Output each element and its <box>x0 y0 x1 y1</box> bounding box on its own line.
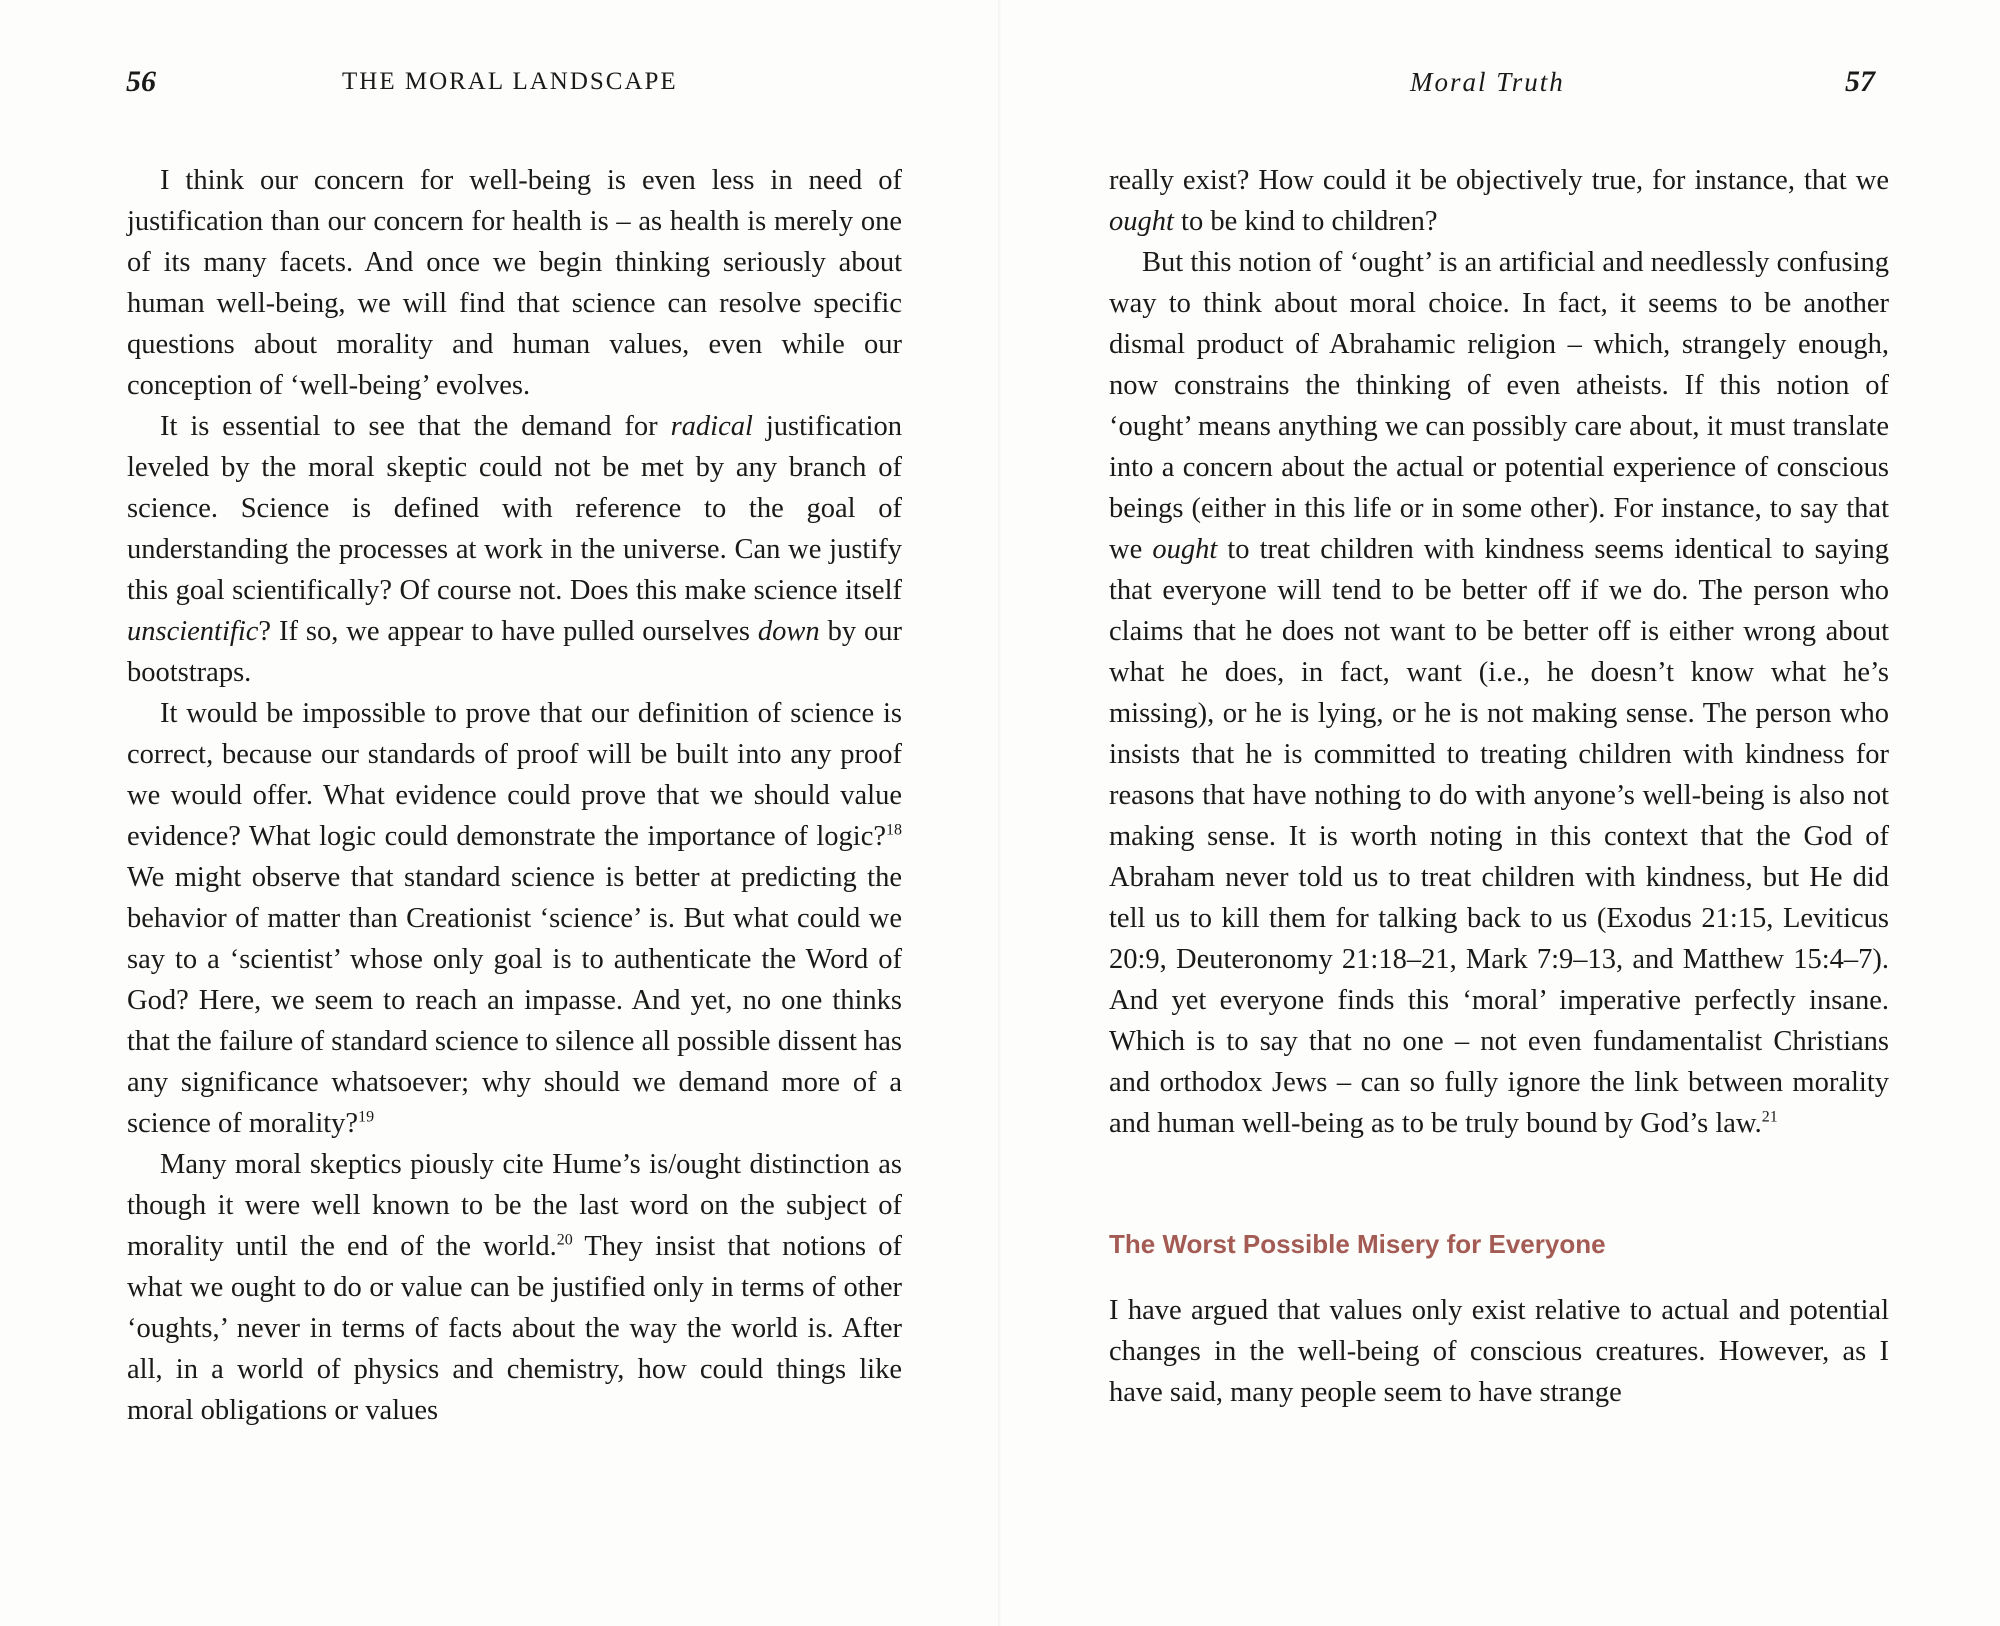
left-running-head <box>0 62 1000 102</box>
right-p3-text: I have argued that values only exist relative to actual and potential changes in the well-being of conscious creatures. However, as I have said, many people seem to have strange <box>1109 1295 1889 1408</box>
left-p4-a: Many moral skeptics piously cite Hume’s is/ought distinction as though it were well known to be the last word on the subject of morality until the end of the world. <box>127 1149 902 1262</box>
left-p3-a: It would be impossible to prove that our definition of science is correct, because our standards of proof will be built into any proof we would offer. What evidence could prove that we should value evidence? What logic could demonstrate the importance of logic? <box>127 698 902 852</box>
left-paragraph-2 <box>127 406 902 693</box>
right-page <box>1000 0 2000 1626</box>
left-p3-b: We might observe that standard science is better at predicting the behavior of matter than Creationist ‘science’ is. But what could we say to a ‘scientist’ whose only goal is to authenticate the Word of God? Here, we seem to reach an impasse. And yet, no one thinks that the failure of standard science to silence all possible dissent has any significance whatsoever; why should we demand more of a science of morality? <box>127 862 902 1139</box>
right-paragraph-1 <box>1109 160 1889 242</box>
left-p2-b: justification leveled by the moral skeptic could not be met by any branch of science. Science is defined with reference to the goal of understanding the processes at work in the universe. Can we justify this goal scientifically? Of course not. Does this make science itself <box>127 411 903 606</box>
right-paragraph-3 <box>1109 1290 1889 1413</box>
right-running-title: Moral Truth <box>1410 67 1565 97</box>
left-running-title: THE MORAL LANDSCAPE <box>342 68 678 95</box>
section-heading: The Worst Possible Misery for Everyone <box>1109 1229 1606 1259</box>
left-p2-em-down: down <box>757 616 820 647</box>
left-body-text <box>127 160 902 1431</box>
left-paragraph-3 <box>127 693 902 1144</box>
right-p2-b: to treat children with kindness seems identical to saying that everyone will tend to be better off if we do. The person who claims that he does not want to be better off is either wrong about what he does, in fact, want (i.e., he doesn’t know what he’s missing), or he is lying, or he is not making sense. The person who insists that he is committed to treating children with kindness for reasons that have nothing to do with anyone’s well-being is also not making sense. It is worth noting in this context that the God of Abraham never told us to treat children with kindness, but He did tell us to kill them for talking back to us (Exodus 21:15, Leviticus 20:9, Deuteronomy 21:18–21, Mark 7:9–13, and Matthew 15:4–7). And yet everyone finds this ‘moral’ imperative perfectly insane. Which is to say that no one – not even fundamentalist Christians and orthodox Jews – can so fully ignore the link between morality and human well-being as to be truly bound by God’s law. <box>1109 534 1889 1139</box>
left-p2-c: ? If so, we appear to have pulled ourselves <box>258 616 758 647</box>
right-p1-b: to be kind to children? <box>1173 206 1438 237</box>
right-running-head <box>1000 62 2000 102</box>
right-body-text <box>1109 160 1889 1413</box>
right-p2-em-ought: ought <box>1152 534 1218 565</box>
left-p4-b: They insist that notions of what we ought to do or value can be justified only in terms of other ‘oughts,’ never in terms of facts about the way the world is. After all, in a world of physics and chemistry, how could things like moral obligations or values <box>127 1231 902 1426</box>
footnote-ref-19[interactable]: 19 <box>358 1108 375 1126</box>
left-p2-a: It is essential to see that the demand for <box>160 411 671 442</box>
footnote-ref-18[interactable]: 18 <box>886 821 902 839</box>
right-p1-a: really exist? How could it be objectively true, for instance, that we <box>1109 165 1889 196</box>
right-p1-em-ought: ought <box>1109 206 1174 237</box>
right-paragraph-2 <box>1109 242 1889 1144</box>
left-paragraph-4 <box>127 1144 902 1431</box>
left-p1-text: I think our concern for well-being is even less in need of justification than our concern for health is – as health is merely one of its many facets. And once we begin thinking seriously about human well-being, we will find that science can resolve specific questions about morality and human values, even while our conception of ‘well-being’ evolves. <box>127 165 902 401</box>
left-p2-em-unscientific: unscientific <box>127 616 259 647</box>
right-page-number: 57 <box>1845 65 1875 98</box>
left-p2-d: by our bootstraps. <box>127 616 902 688</box>
right-p2-a: But this notion of ‘ought’ is an artificial and needlessly confusing way to think about moral choice. In fact, it seems to be another dismal product of Abrahamic religion – which, strangely enough, now constrains the thinking of even atheists. If this notion of ‘ought’ means anything we can possibly care about, it must translate into a concern about the actual or potential experience of conscious beings (either in this life or in some other). For instance, to say that we <box>1109 247 1889 565</box>
left-page-number: 56 <box>126 65 156 98</box>
left-p2-em-radical: radical <box>670 411 753 442</box>
left-paragraph-1 <box>127 160 902 406</box>
footnote-ref-20[interactable]: 20 <box>556 1231 573 1249</box>
footnote-ref-21[interactable]: 21 <box>1761 1108 1778 1126</box>
